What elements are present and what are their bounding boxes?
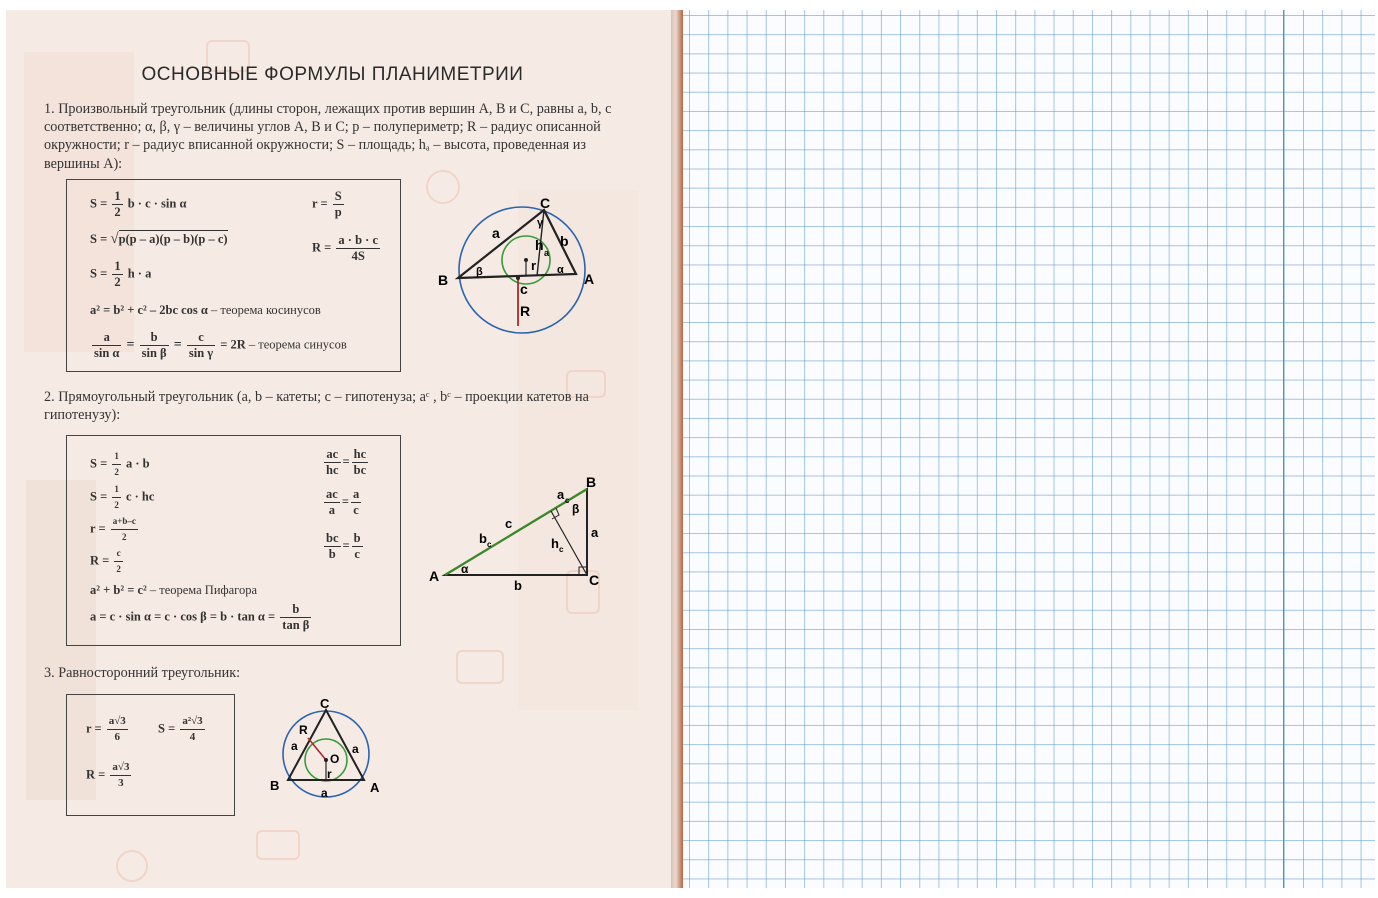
svg-text:h: h (551, 536, 559, 551)
svg-text:a: a (544, 248, 550, 258)
svg-text:B: B (586, 475, 597, 490)
svg-text:C: C (320, 696, 330, 711)
section-3-description: 3. Равносторонний треугольник: (44, 665, 241, 681)
page-title: ОСНОВНЫЕ ФОРМУЛЫ ПЛАНИМЕТРИИ (141, 64, 524, 85)
pythagorean-theorem: a² + b² = c² – теорема Пифагора (90, 583, 258, 597)
svg-text:O: O (330, 752, 340, 766)
equilateral-inradius-formula: r = $\frac{a√3}{6}$ (86, 715, 126, 743)
svg-text:b: b (514, 578, 522, 593)
svg-text:b: b (560, 233, 569, 249)
doodle-icon (116, 850, 148, 882)
svg-text:α: α (461, 562, 469, 576)
svg-text:a: a (557, 487, 565, 502)
svg-text:C: C (589, 572, 600, 588)
margin-line (1283, 10, 1284, 888)
svg-text:B: B (438, 272, 449, 288)
svg-text:γ: γ (537, 217, 544, 229)
doodle-icon (256, 830, 300, 860)
svg-text:A: A (584, 271, 595, 287)
svg-text:c: c (520, 281, 528, 297)
svg-text:c: c (559, 545, 564, 554)
svg-text:a: a (291, 739, 298, 753)
svg-text:R: R (520, 303, 531, 319)
proportion-formula-3: $\frac{bc}{b}$ = $\frac{b}{c}$ (326, 531, 361, 561)
right-area-formula-1: S = $\frac{1}{2}$ a · b (90, 451, 150, 477)
svg-text:C: C (540, 195, 551, 211)
svg-text:a: a (591, 525, 599, 540)
svg-text:c: c (487, 540, 492, 549)
right-inradius-formula: r = $\frac{a+b-c}{2}$ (90, 516, 136, 542)
grid-paper-page (683, 10, 1375, 888)
right-trig-formula: a = c · sin α = c · cos β = b · tan α = $\frac{b}{\text{tan β}}$ (90, 602, 310, 632)
circumradius-formula: R = $\frac{a \cdot b \cdot c}{4S}$ (312, 233, 378, 263)
svg-text:h: h (535, 237, 544, 253)
sine-law: $\frac{a}{\text{sin α}}$ = $\frac{b}{\text{sin β}}$ = $\frac{c}{\text{sin γ}}$ = 2R – теорема синусов (94, 330, 347, 360)
triangle-circumcircle-figure (436, 190, 606, 340)
equilateral-area-formula: S = $\frac{\text{a²√3}}{4}$ (158, 715, 203, 743)
svg-text:α: α (557, 264, 564, 276)
proportion-formula-2: $\frac{ac}{a}$ = $\frac{a}{c}$ (326, 487, 360, 517)
svg-text:c: c (565, 496, 570, 505)
inradius-formula: r = $\frac{S}{p}$ (312, 189, 342, 219)
section-2-description: 2. Прямоугольный треугольник (a, b – катеты; c – гипотенуза; aᶜ , bᶜ – проекции катетов на гипотенузу): (44, 389, 589, 424)
svg-text:β: β (476, 266, 483, 278)
svg-text:a: a (321, 786, 328, 800)
area-height-formula: S = $\frac{1}{2}$ h · a (90, 259, 152, 289)
svg-text:c: c (505, 516, 513, 531)
svg-text:a: a (492, 225, 500, 241)
notebook-binding (671, 10, 683, 888)
section-3-formula-box (66, 694, 235, 816)
section-1-description: 1. Произвольный треугольник (длины сторон, лежащих против вершин А, В и С, равны a, b, c соответственно; α, β, γ – величины углов А, В и С; p – полупериметр; R – радиус описанной окружности; r – радиус вписанной окружности; S – площадь; hₐ – высота, проведенная из вершины А): (44, 101, 612, 172)
right-circumradius-formula: R = $\frac{c}{2}$ (90, 548, 121, 574)
svg-text:R: R (299, 723, 308, 737)
svg-text:r: r (327, 767, 332, 781)
svg-text:a: a (352, 742, 359, 756)
right-triangle-figure (425, 475, 610, 595)
svg-text:A: A (429, 568, 440, 584)
equilateral-circumradius-formula: R = $\frac{a√3}{3}$ (86, 761, 130, 789)
proportion-formula-1: $\frac{ac}{hc}$ = $\frac{hc}{bc}$ (326, 447, 367, 477)
svg-text:b: b (479, 531, 487, 546)
right-area-formula-2: S = $\frac{1}{2}$ c · hc (90, 484, 155, 510)
cosine-law: a² = b² + c² – 2bc cos α – теорема косинусов (90, 303, 321, 317)
equilateral-triangle-figure (268, 696, 386, 800)
svg-text:r: r (531, 258, 537, 273)
area-sine-formula: S = $\frac{1}{2}$ b · c · sin α (90, 189, 187, 219)
svg-text:A: A (370, 780, 380, 795)
heron-formula: S = √p(p – a)(p – b)(p – c) (90, 231, 228, 247)
svg-text:B: B (270, 778, 280, 793)
svg-text:β: β (572, 502, 580, 516)
